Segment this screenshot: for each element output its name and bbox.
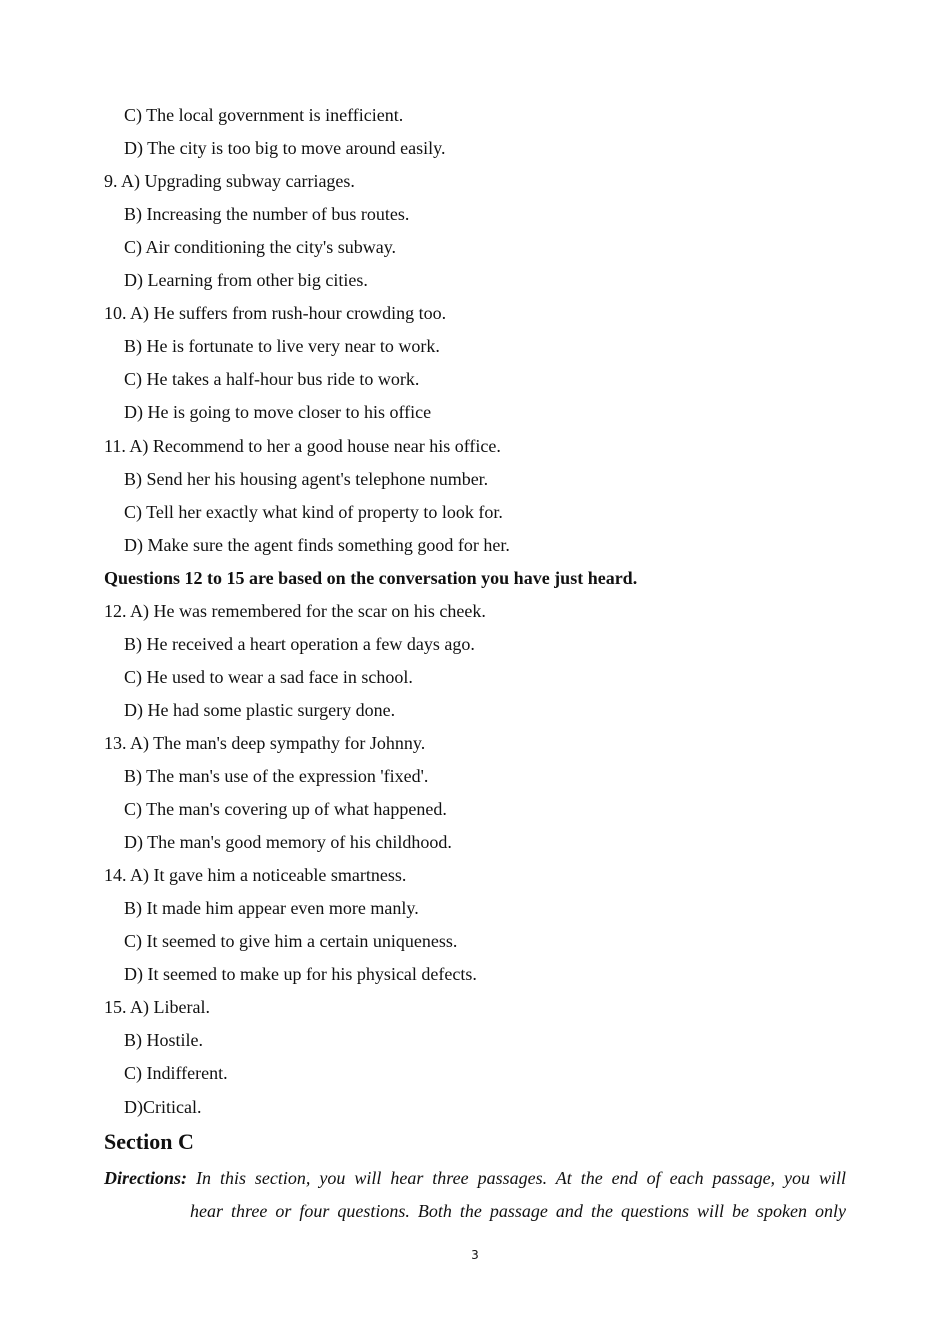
answer-option: B) The man's use of the expression 'fixed'. <box>124 766 429 786</box>
answer-option: B) He is fortunate to live very near to work. <box>124 336 440 357</box>
answer-option: C) Tell her exactly what kind of property to look for. <box>124 501 503 522</box>
answer-option: D) The man's good memory of his childhood. <box>124 832 452 853</box>
page-number: 3 <box>471 1248 479 1262</box>
answer-option: D) It seemed to make up for his physical defects. <box>124 964 477 985</box>
question-line: 15. A) Liberal. <box>104 997 210 1018</box>
answer-option: D) He is going to move closer to his office <box>124 402 432 423</box>
section-title: Section C <box>104 1129 194 1154</box>
question-line: 14. A) It gave him a noticeable smartness. <box>104 865 407 886</box>
answer-option: C) Air conditioning the city's subway. <box>124 237 397 258</box>
answer-option: D) He had some plastic surgery done. <box>124 699 396 720</box>
answer-option: D) Learning from other big cities. <box>124 270 368 291</box>
directions-label: Directions: <box>104 1168 187 1188</box>
answer-option: C) Indifferent. <box>124 1063 228 1084</box>
question-line: 10. A) He suffers from rush-hour crowding too. <box>104 303 447 324</box>
answer-option: D) The city is too big to move around easily. <box>124 138 446 159</box>
answer-option: B) He received a heart operation a few days ago. <box>124 633 475 654</box>
question-line: 12. A) He was remembered for the scar on his cheek. <box>104 600 486 621</box>
answer-option: C) The local government is inefficient. <box>124 105 404 125</box>
answer-option: C) He takes a half-hour bus ride to work. <box>124 369 420 390</box>
directions-text-1: In this section, you will hear three passages. At the end of each passage, you will <box>195 1168 846 1188</box>
answer-option: B) Increasing the number of bus routes. <box>124 204 410 225</box>
directions-line-2: hear three or four questions. Both the passage and the questions will be spoken only <box>190 1201 846 1221</box>
answer-option: B) Hostile. <box>124 1030 203 1051</box>
answer-option: B) Send her his housing agent's telephone number. <box>124 468 489 489</box>
question-line: 13. A) The man's deep sympathy for Johnny. <box>104 732 426 753</box>
answer-option: D)Critical. <box>124 1096 202 1117</box>
answer-option: C) It seemed to give him a certain uniqueness. <box>124 931 458 952</box>
answer-option: D) Make sure the agent finds something good for her. <box>124 534 510 555</box>
directions-line-1 <box>104 1167 846 1189</box>
answer-option: B) It made him appear even more manly. <box>124 898 419 919</box>
answer-option: C) The man's covering up of what happened. <box>124 799 447 819</box>
answer-option: C) He used to wear a sad face in school. <box>124 666 413 687</box>
question-line: 9. A) Upgrading subway carriages. <box>104 171 355 192</box>
question-line: 11. A) Recommend to her a good house near his office. <box>104 435 501 456</box>
question-group-heading: Questions 12 to 15 are based on the conversation you have just heard. <box>104 567 638 588</box>
